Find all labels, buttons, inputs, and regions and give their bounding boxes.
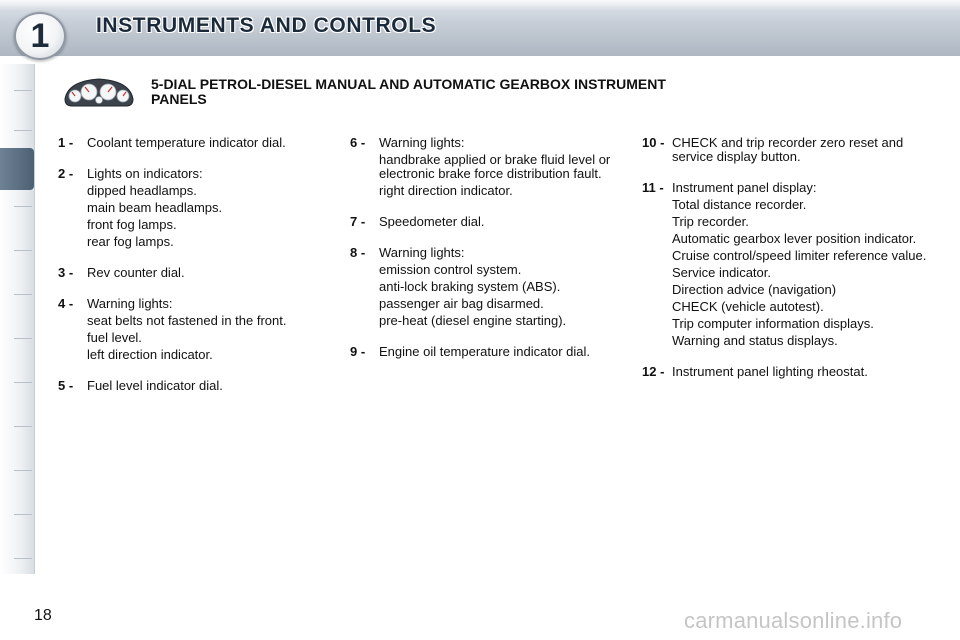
item-text: main beam headlamps. <box>87 200 223 215</box>
item-text: Warning lights: <box>379 245 465 260</box>
legend-item <box>350 136 615 198</box>
item-text: handbrake applied or brake fluid level or electronic brake force distribution fault. <box>379 152 611 181</box>
tab-divider <box>14 470 32 471</box>
item-text: Automatic gearbox lever position indicator. <box>672 231 917 246</box>
dashboard-icon <box>62 75 136 109</box>
column-1 <box>58 136 318 410</box>
item-text: Warning lights: <box>379 135 465 150</box>
item-number: 12 - <box>642 364 665 379</box>
column-3 <box>642 136 932 396</box>
item-text: Direction advice (navigation) <box>672 282 837 297</box>
legend-item <box>350 345 615 359</box>
tab-divider <box>14 514 32 515</box>
item-text: Service indicator. <box>672 265 771 280</box>
tab-divider <box>14 90 32 91</box>
item-number: 9 - <box>350 344 366 359</box>
tab-divider <box>14 382 32 383</box>
legend-item <box>58 136 318 150</box>
watermark: carmanualsonline.info <box>684 608 903 633</box>
header-bar <box>0 0 960 56</box>
item-number: 4 - <box>58 296 74 311</box>
chapter-tab-strip <box>0 64 35 574</box>
section-title: 5-DIAL PETROL-DIESEL MANUAL AND AUTOMATIC GEARBOX INSTRUMENT PANELS <box>151 76 666 107</box>
tab-divider <box>14 250 32 251</box>
legend-item <box>58 266 318 280</box>
chapter-title: INSTRUMENTS AND CONTROLS <box>96 14 437 37</box>
item-text: seat belts not fastened in the front. <box>87 313 287 328</box>
tab-divider <box>14 558 32 559</box>
item-text: fuel level. <box>87 330 142 345</box>
item-text: Engine oil temperature indicator dial. <box>379 344 591 359</box>
item-text: Fuel level indicator dial. <box>87 378 223 393</box>
legend-item <box>642 136 932 164</box>
item-text: rear fog lamps. <box>87 234 174 249</box>
item-number: 7 - <box>350 214 366 229</box>
active-chapter-tab[interactable] <box>0 148 34 190</box>
item-text: Total distance recorder. <box>672 197 807 212</box>
item-number: 1 - <box>58 135 74 150</box>
item-text: Trip computer information displays. <box>672 316 874 331</box>
item-text: CHECK (vehicle autotest). <box>672 299 824 314</box>
tab-divider <box>14 294 32 295</box>
item-number: 6 - <box>350 135 366 150</box>
item-number: 10 - <box>642 135 665 150</box>
item-text: dipped headlamps. <box>87 183 197 198</box>
item-number: 3 - <box>58 265 74 280</box>
legend-item <box>58 167 318 249</box>
chapter-badge: 1 <box>14 12 66 60</box>
item-text: passenger air bag disarmed. <box>379 296 544 311</box>
item-text: Rev counter dial. <box>87 265 185 280</box>
item-text: Instrument panel display: <box>672 180 817 195</box>
tab-divider <box>14 206 32 207</box>
tab-divider <box>14 338 32 339</box>
legend-item <box>642 181 932 348</box>
item-text: anti-lock braking system (ABS). <box>379 279 561 294</box>
item-text: Warning lights: <box>87 296 173 311</box>
item-number: 2 - <box>58 166 74 181</box>
legend-item <box>58 379 318 393</box>
tab-divider <box>14 426 32 427</box>
tab-divider <box>14 130 32 131</box>
item-text: right direction indicator. <box>379 183 513 198</box>
legend-item <box>642 365 932 379</box>
legend-item <box>58 297 318 362</box>
item-text: Trip recorder. <box>672 214 749 229</box>
page-number: 18 <box>34 607 52 624</box>
item-number: 8 - <box>350 245 366 260</box>
item-text: Warning and status displays. <box>672 333 838 348</box>
item-number: 11 - <box>642 180 664 195</box>
header-shine <box>0 0 960 10</box>
item-text: Lights on indicators: <box>87 166 203 181</box>
item-text: Coolant temperature indicator dial. <box>87 135 286 150</box>
legend-item <box>350 246 615 328</box>
item-text: CHECK and trip recorder zero reset and service display button. <box>672 135 904 164</box>
item-number: 5 - <box>58 378 74 393</box>
item-text: pre-heat (diesel engine starting). <box>379 313 567 328</box>
column-2 <box>350 136 615 376</box>
item-text: Cruise control/speed limiter reference value. <box>672 248 927 263</box>
legend-item <box>350 215 615 229</box>
item-text: emission control system. <box>379 262 522 277</box>
item-text: front fog lamps. <box>87 217 177 232</box>
item-text: Speedometer dial. <box>379 214 485 229</box>
item-text: Instrument panel lighting rheostat. <box>672 364 868 379</box>
item-text: left direction indicator. <box>87 347 213 362</box>
